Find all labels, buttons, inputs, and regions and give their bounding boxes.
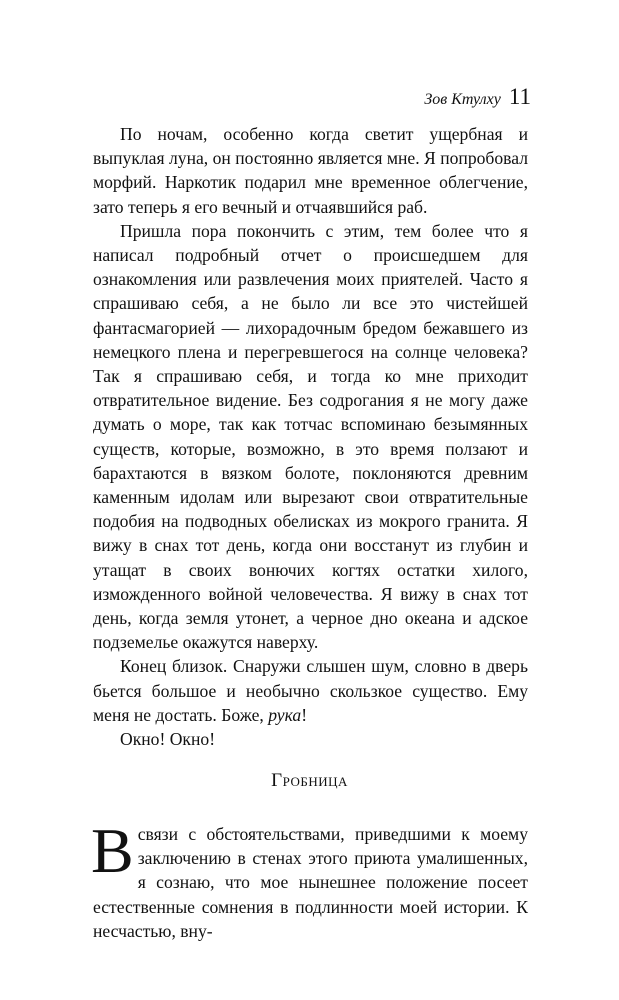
body-text [93,122,528,751]
paragraph-3-end: ! [301,704,308,725]
page-number: 11 [508,84,531,109]
running-head [424,84,531,110]
chapter-opening-text: связи с обстоятельствами, приведшими к моему заключению в стенах этого приюта умалишенных, я сознаю, что мое нынешнее положение посеет естественные сомнения в подлинности моей истории. К несчастью, вну- [93,824,528,941]
chapter-opening [91,815,528,943]
paragraph-4: Окно! Окно! [120,729,216,750]
paragraph-3 [93,654,528,727]
paragraph-1: По ночам, особенно когда светит ущербная и выпуклая луна, он постоянно является мне. Я попробовал морфий. Наркотик подарил мне временное облегчение, зато теперь я его вечный и отчаявшийся раб. [93,124,528,217]
chapter-title: Гробница [271,770,348,791]
drop-cap: В [91,815,134,886]
italic-emphasis: рука [268,704,302,725]
chapter-first-paragraph [91,815,528,943]
paragraph-3-text: Конец близок. Снаружи слышен шум, словно в дверь бьется большое и необычно скользкое существо. Ему меня не достать. Боже, [93,656,528,725]
paragraph-2: Пришла пора покончить с этим, тем более что я написал подробный отчет о происшедшем для ознакомления или развлечения моих приятелей. Часто я спрашиваю себя, а не было ли все это чистейшей фантасмагорией — лихорадочным бредом бежавшего из немецкого плена и перегревшегося на солнце человека? Так я спрашиваю себя, и тогда ко мне приходит отвратительное видение. Без содрогания я не могу даже думать о море, так как тотчас вспоминаю безымянных существ, которые, возможно, в это время ползают и барахтаются в вязком болоте, поклоняются древним каменным идолам или вырезают свои отвратительные подобия на подводных обелисках из мокрого гранита. Я вижу в снах тот день, когда они восстанут из глубин и утащат в своих вонючих когтях остатки хилого, изможденного войной человечества. Я вижу в снах тот день, когда земля утонет, а черное дно океана и адское подземелье окажутся наверху. [93,220,528,653]
running-title: Зов Ктулху [424,91,501,108]
